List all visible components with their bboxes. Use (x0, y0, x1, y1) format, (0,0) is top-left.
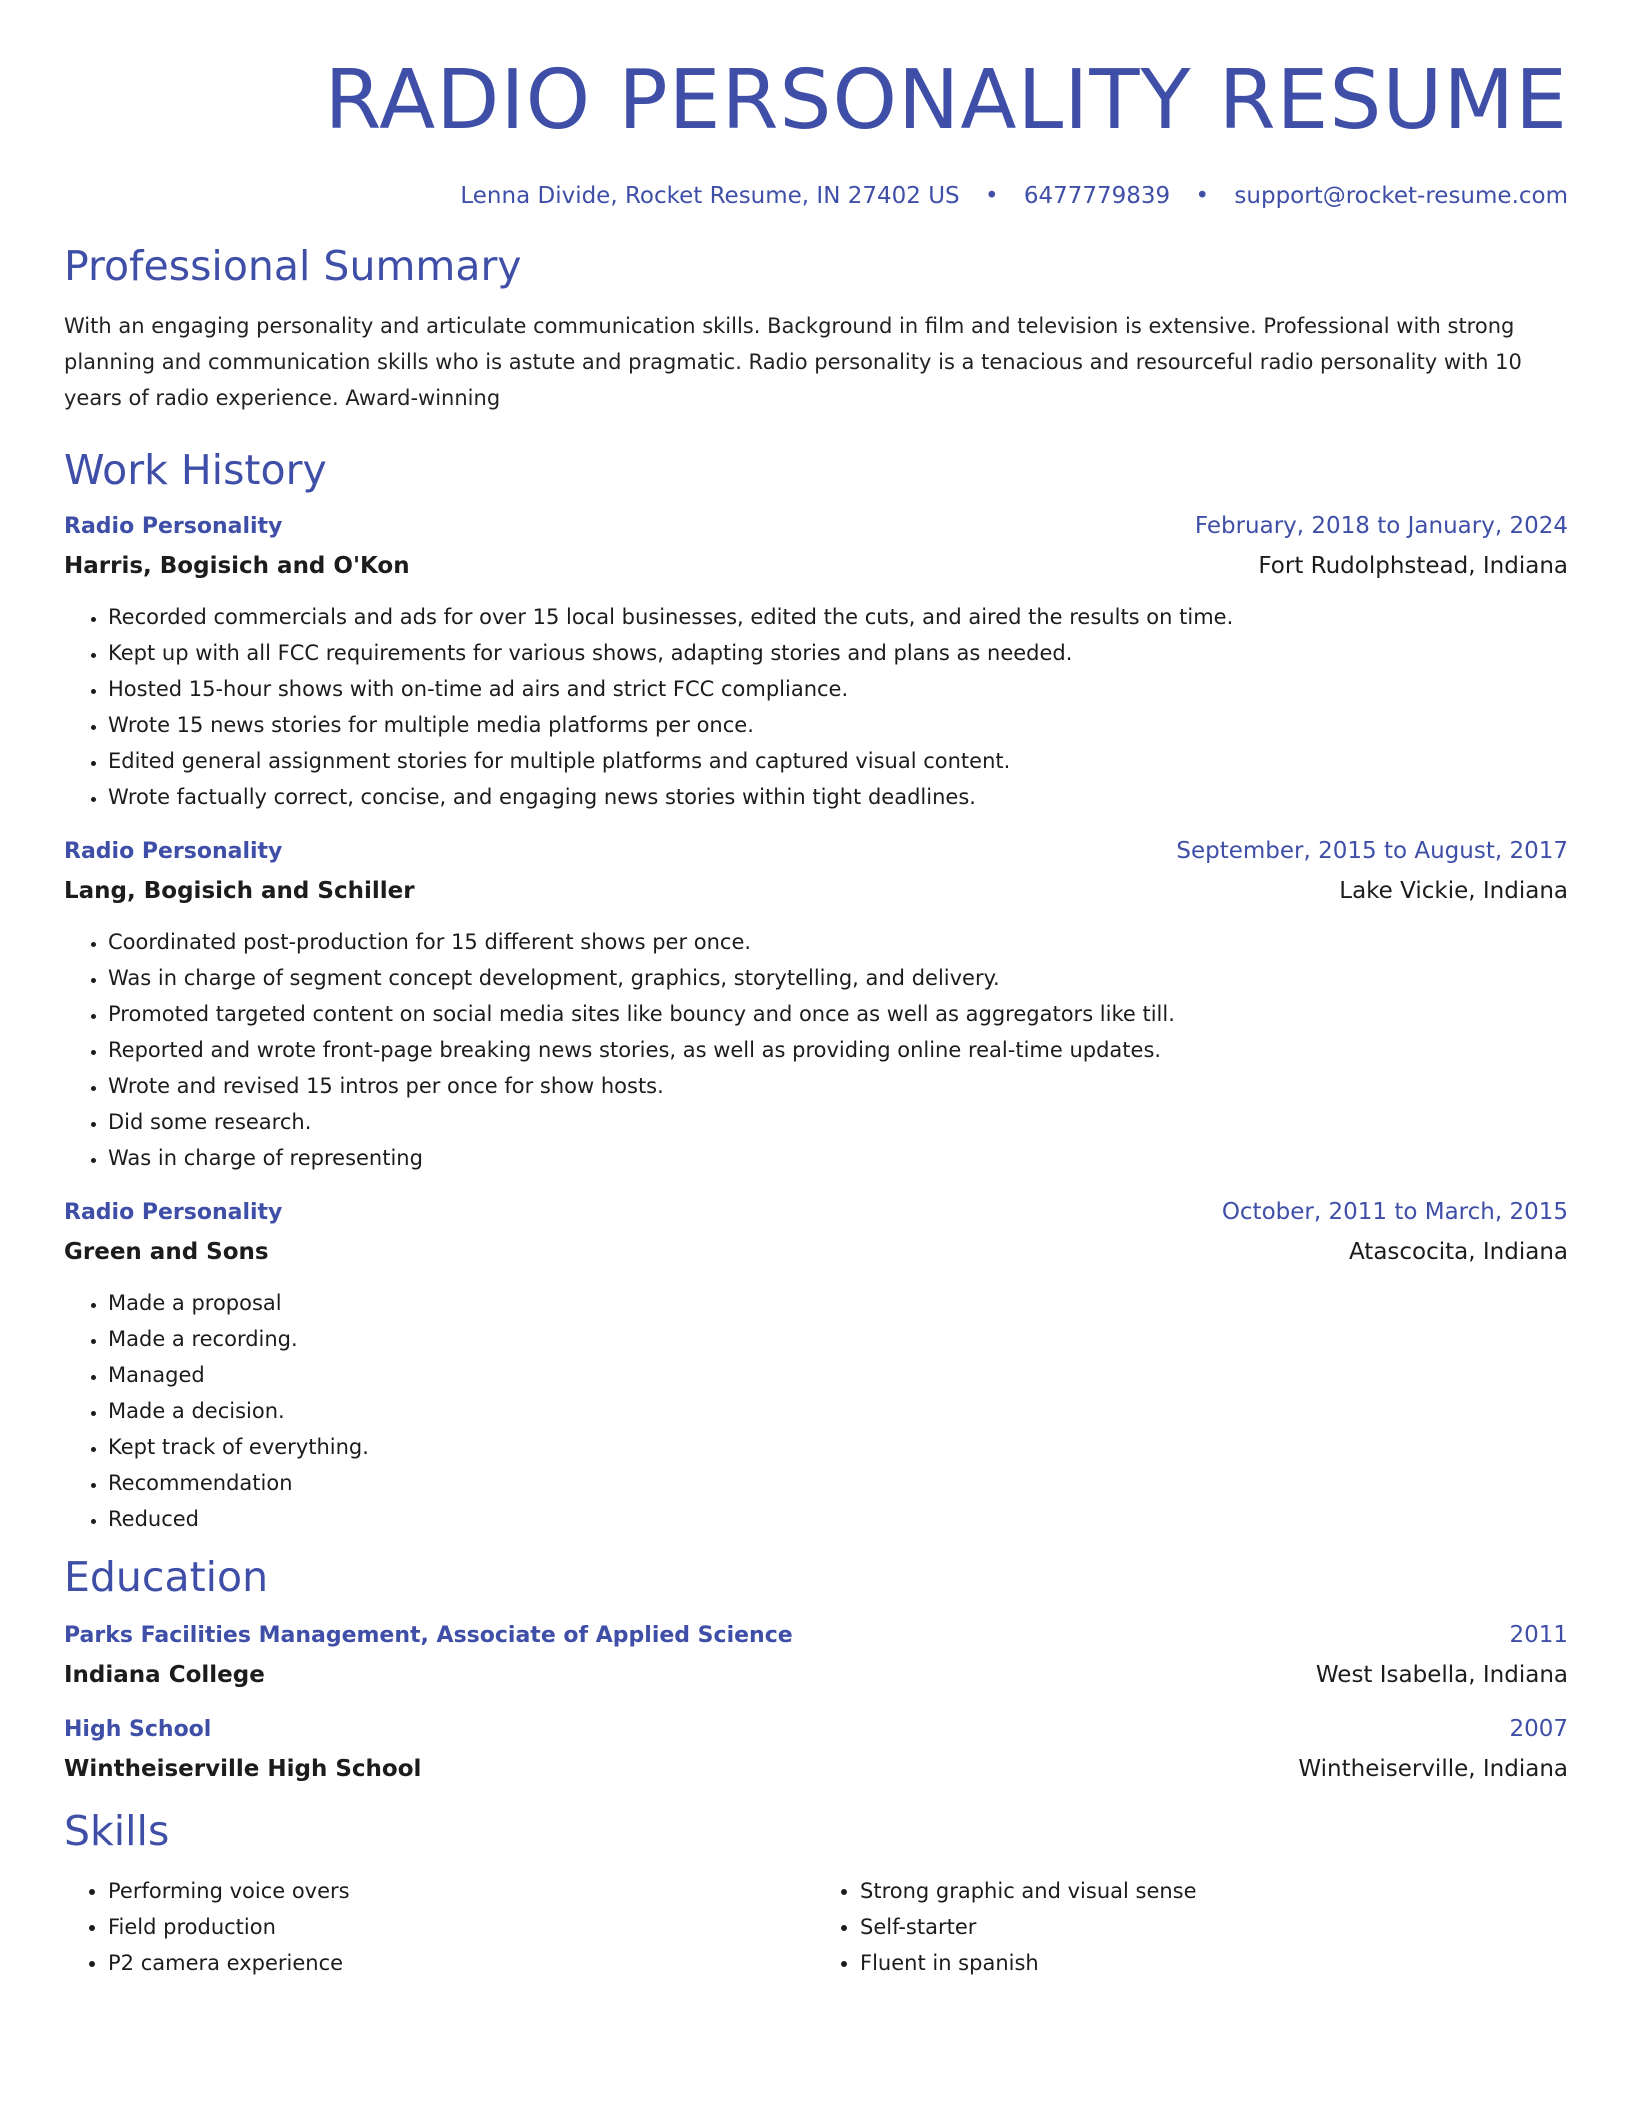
job-bullet: • Wrote factually correct, concise, and engaging news stories within tight deadlines. (108, 779, 1568, 815)
job-role: Radio Personality (64, 514, 283, 539)
job-company: Green and Sons (64, 1239, 269, 1265)
job-company: Harris, Bogisich and O'Kon (64, 553, 410, 579)
contact-separator: • (1195, 183, 1210, 209)
job-location: Lake Vickie, Indiana (1339, 878, 1568, 904)
job-bullet: • Promoted targeted content on social media sites like bouncy and once as well as aggregators like till. (108, 996, 1568, 1032)
job-dates: February, 2018 to January, 2024 (1194, 513, 1568, 539)
job-entry (64, 1196, 1568, 1537)
education-year: 2007 (1509, 1716, 1568, 1742)
job-bullets (64, 1285, 1568, 1537)
education-degree: High School (64, 1717, 212, 1742)
job-location: Atascocita, Indiana (1348, 1239, 1568, 1265)
job-bullet: • Did some research. (108, 1104, 1568, 1140)
job-bullet: • Managed (108, 1357, 1568, 1393)
education-location: Wintheiserville, Indiana (1298, 1756, 1568, 1782)
skill-item: • P2 camera experience (108, 1945, 816, 1981)
job-location: Fort Rudolphstead, Indiana (1258, 553, 1568, 579)
job-bullet: • Reported and wrote front-page breaking news stories, as well as providing online real-time updates. (108, 1032, 1568, 1068)
job-dates: September, 2015 to August, 2017 (1176, 838, 1568, 864)
job-entry (64, 510, 1568, 815)
job-bullet: • Hosted 15-hour shows with on-time ad airs and strict FCC compliance. (108, 671, 1568, 707)
skill-item: • Performing voice overs (108, 1873, 816, 1909)
job-bullet: • Wrote 15 news stories for multiple media platforms per once. (108, 707, 1568, 743)
job-role: Radio Personality (64, 1200, 283, 1225)
skill-item: • Self-starter (860, 1909, 1568, 1945)
section-heading-education: Education (64, 1553, 269, 1601)
skills-column-right (816, 1873, 1568, 1981)
education-entry (64, 1619, 1568, 1691)
job-bullet: • Coordinated post-production for 15 different shows per once. (108, 924, 1568, 960)
job-bullet: • Made a decision. (108, 1393, 1568, 1429)
education-school: Wintheiserville High School (64, 1756, 422, 1782)
job-bullet: • Kept up with all FCC requirements for various shows, adapting stories and plans as needed. (108, 635, 1568, 671)
skill-item: • Field production (108, 1909, 816, 1945)
contact-email[interactable]: support@rocket-resume.com (1234, 183, 1568, 209)
skills-column-left (64, 1873, 816, 1981)
job-dates: October, 2011 to March, 2015 (1221, 1199, 1568, 1225)
job-bullet: • Was in charge of segment concept development, graphics, storytelling, and delivery. (108, 960, 1568, 996)
job-bullet: • Made a recording. (108, 1321, 1568, 1357)
education-year: 2011 (1509, 1622, 1568, 1648)
contact-separator: • (984, 183, 999, 209)
education-entry (64, 1713, 1568, 1785)
job-bullet: • Kept track of everything. (108, 1429, 1568, 1465)
job-bullet: • Recommendation (108, 1465, 1568, 1501)
section-heading-skills: Skills (64, 1807, 170, 1855)
contact-address: Lenna Divide, Rocket Resume, IN 27402 US (460, 183, 960, 209)
summary-text: With an engaging personality and articulate communication skills. Background in film and television is extensive. Professional with strong planning and communication skills who is astute and pragmatic. Radio personality is a tenacious and resourceful radio personality with 10 years of radio experience. Award-winning (64, 314, 1522, 410)
skill-item: • Strong graphic and visual sense (860, 1873, 1568, 1909)
job-bullet: • Made a proposal (108, 1285, 1568, 1321)
job-bullet: • Recorded commercials and ads for over 15 local businesses, edited the cuts, and aired the results on time. (108, 599, 1568, 635)
job-bullet: • Edited general assignment stories for multiple platforms and captured visual content. (108, 743, 1568, 779)
education-school: Indiana College (64, 1662, 265, 1688)
section-heading-summary: Professional Summary (64, 242, 522, 290)
job-bullet: • Wrote and revised 15 intros per once for show hosts. (108, 1068, 1568, 1104)
job-entry (64, 835, 1568, 1176)
skills-list (64, 1873, 1568, 1981)
job-role: Radio Personality (64, 839, 283, 864)
job-bullets (64, 599, 1568, 815)
job-bullets (64, 924, 1568, 1176)
job-company: Lang, Bogisich and Schiller (64, 878, 415, 904)
section-heading-work-history: Work History (64, 446, 327, 494)
education-location: West Isabella, Indiana (1315, 1662, 1568, 1688)
job-bullet: • Reduced (108, 1501, 1568, 1537)
job-bullet: • Was in charge of representing (108, 1140, 1568, 1176)
skill-item: • Fluent in spanish (860, 1945, 1568, 1981)
contact-phone: 6477779839 (1023, 183, 1171, 209)
resume-title: RADIO PERSONALITY RESUME (324, 53, 1568, 148)
contact-line (64, 180, 1568, 212)
education-degree: Parks Facilities Management, Associate of Applied Science (64, 1623, 793, 1648)
